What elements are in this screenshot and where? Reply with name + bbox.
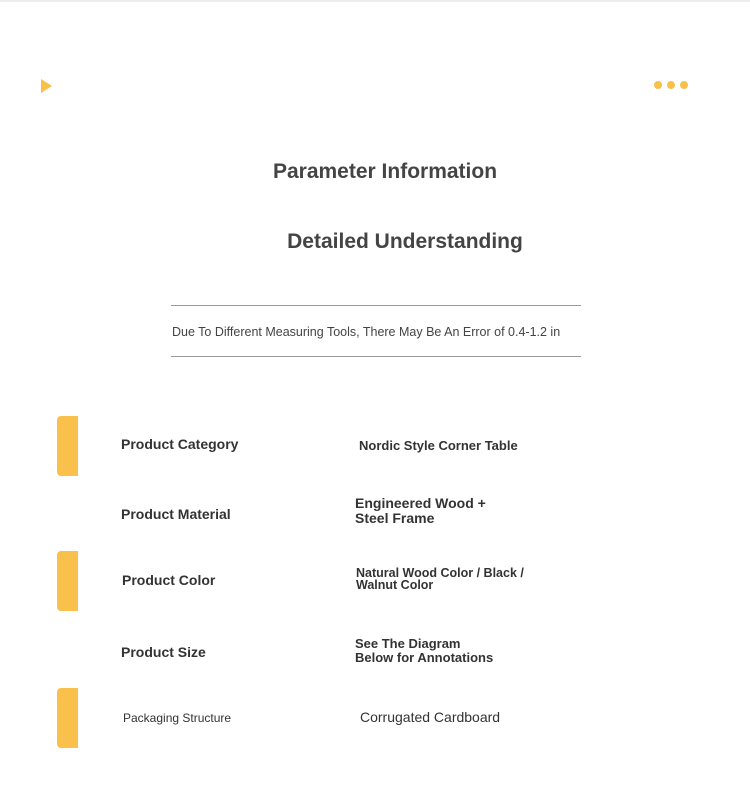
param-value-material xyxy=(355,496,486,526)
param-label-material: Product Material xyxy=(121,506,231,522)
play-icon xyxy=(41,79,52,93)
row-accent-bar xyxy=(57,416,78,476)
top-divider xyxy=(0,0,750,2)
param-label-size: Product Size xyxy=(121,644,206,660)
note-bottom-rule xyxy=(171,356,581,357)
param-value-color xyxy=(356,567,524,591)
param-value-material-line1: Engineered Wood + xyxy=(355,495,486,511)
param-value-packaging: Corrugated Cardboard xyxy=(360,709,501,725)
dot xyxy=(654,81,662,89)
param-value-color-line1: Natural Wood Color / Black / xyxy=(356,566,524,580)
param-value-category: Nordic Style Corner Table xyxy=(359,438,518,453)
row-accent-bar xyxy=(57,688,78,748)
dot xyxy=(667,81,675,89)
param-label-packaging: Packaging Structure xyxy=(123,711,232,725)
more-dots-icon xyxy=(654,81,688,89)
param-value-size xyxy=(355,637,493,665)
param-value-size-line2: Below for Annotations xyxy=(355,650,494,665)
dot xyxy=(680,81,688,89)
page-subtitle: Detailed Understanding xyxy=(287,230,523,253)
page-title: Parameter Information xyxy=(272,160,498,183)
param-label-color: Product Color xyxy=(122,572,216,588)
measurement-note: Due To Different Measuring Tools, There May Be An Error of 0.4-1.2 in xyxy=(172,325,561,339)
row-accent-bar xyxy=(57,551,78,611)
param-label-category: Product Category xyxy=(121,436,239,452)
param-value-size-line1: See The Diagram xyxy=(355,636,461,651)
param-value-material-line2: Steel Frame xyxy=(355,510,435,526)
note-top-rule xyxy=(171,305,581,306)
param-value-color-line2: Walnut Color xyxy=(356,578,434,592)
